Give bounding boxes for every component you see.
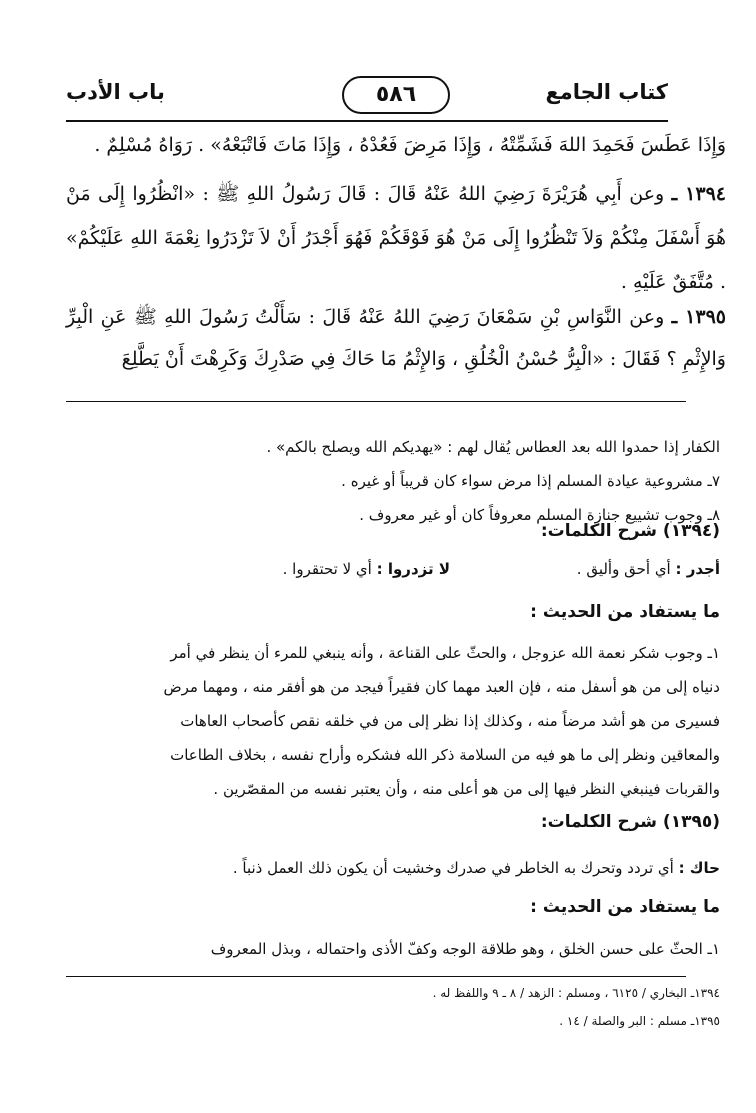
vocab-meaning: أي لا تحتقروا . bbox=[282, 560, 372, 578]
vocab-1394-title: (١٣٩٤) شرح الكلمات: bbox=[540, 521, 720, 541]
hadith-1395-number: ١٣٩٥ ـ bbox=[671, 306, 726, 328]
benefit-line: فسيرى من هو أشد مرضاً منه ، وكذلك إذا نظر إلى من في خلقه نقص كأصحاب العاهات bbox=[180, 712, 720, 730]
footnote: ١٣٩٥ـ مسلم : البر والصلة / ١٤ . bbox=[559, 1014, 720, 1028]
benefits-1394-title: ما يستفاد من الحديث : bbox=[530, 602, 720, 622]
benefit-line: ١ـ وجوب شكر نعمة الله عزوجل ، والحثّ على القناعة ، وأنه ينبغي للمرء أن ينظر في أمر bbox=[170, 644, 720, 662]
vocab-1395-item bbox=[40, 852, 720, 884]
hadith-1394 bbox=[66, 172, 726, 304]
vocab-word: حاك : bbox=[678, 859, 720, 877]
hadith-1394-text: وعن أَبِي هُرَيْرَةَ رَضِيَ اللهُ عَنْهُ قَالَ : قَالَ رَسُولُ اللهِ ﷺ : «انْظُرُوا إِلَى مَنْ هُوَ أَسْفَلَ مِنْكُمْ وَلاَ تَنْظُرُوا إِلَى مَنْ هُوَ فَوْقَكُمْ فَهُوَ أَجْدَرُ أَنْ لاَ تَزْدَرُوا نِعْمَةَ اللهِ عَلَيْكُمْ» . مُتَّفَقٌ عَلَيْهِ . bbox=[66, 183, 726, 293]
page-header bbox=[66, 70, 668, 122]
note-item: الكفار إذا حمدوا الله بعد العطاس يُقال لهم : «يهديكم الله ويصلح بالكم» . bbox=[266, 438, 720, 456]
vocab-1394-row bbox=[60, 560, 720, 592]
hadith-1395 bbox=[66, 296, 726, 380]
benefits-1395-text: ١ـ الحثّ على حسن الخلق ، وهو طلاقة الوجه وكفّ الأذى واحتماله ، وبذل المعروف bbox=[210, 940, 720, 958]
footnote: ١٣٩٤ـ البخاري / ٦١٢٥ ، ومسلم : الزهد / ٨ ـ ٩ واللفظ له . bbox=[432, 986, 720, 1000]
book-title: كتاب الجامع bbox=[545, 80, 668, 104]
hadith-1395-text: وعن النَّوَاسِ بْنِ سَمْعَانَ رَضِيَ اللهُ عَنْهُ قَالَ : سَأَلْتُ رَسُولَ اللهِ ﷺ عَنِ الْبِرِّ وَالإِثْمِ ؟ فَقَالَ : «الْبِرُّ حُسْنُ الْخُلُقِ ، وَالإِثْمُ مَا حَاكَ فِي صَدْرِكَ وَكَرِهْتَ أَنْ يَطَّلِعَ bbox=[66, 306, 726, 370]
commentary-divider bbox=[66, 401, 686, 402]
benefits-1395-title: ما يستفاد من الحديث : bbox=[530, 897, 720, 917]
page-number: ٥٨٦ bbox=[342, 76, 450, 114]
vocab-1395-title: (١٣٩٥) شرح الكلمات: bbox=[540, 812, 720, 832]
benefit-line: دنياه إلى من هو أسفل منه ، فإن العبد مهما كان فقيراً فيجد من هو أفقر منه ، ومهما مرض bbox=[163, 678, 720, 696]
vocab-meaning: أي تردد وتحرك به الخاطر في صدرك وخشيت أن يكون ذلك العمل ذنباً . bbox=[232, 859, 674, 877]
benefit-line: والمعاقين ونظر إلى ما هو فيه من السلامة ذكر الله فشكره وأراح نفسه ، بخلاف الطاعات bbox=[170, 746, 720, 764]
vocab-meaning: أي أحق وأليق . bbox=[576, 560, 671, 578]
notes-list bbox=[60, 430, 720, 532]
vocab-item bbox=[577, 560, 720, 578]
hadith-continuation: وَإِذَا عَطَسَ فَحَمِدَ اللهَ فَشَمِّتْهُ ، وَإِذَا مَرِضَ فَعُدْهُ ، وَإِذَا مَاتَ فَاتْبَعْهُ» . رَوَاهُ مُسْلِمٌ . bbox=[94, 134, 726, 156]
hadith-1394-number: ١٣٩٤ ـ bbox=[671, 183, 726, 205]
benefits-1394-text bbox=[40, 636, 720, 806]
vocab-word: لا تزدروا : bbox=[376, 560, 450, 578]
note-item: ٧ـ مشروعية عيادة المسلم إذا مرض سواء كان قريباً أو غيره . bbox=[341, 472, 720, 490]
vocab-item bbox=[283, 560, 450, 578]
benefit-line: والقربات فينبغي النظر فيها إلى من هو أعلى منه ، وأن يعتبر نفسه من المقصّرين . bbox=[213, 780, 720, 798]
chapter-title: باب الأدب bbox=[66, 80, 165, 104]
footnote-divider bbox=[66, 976, 686, 977]
note-item: ٨ـ وجوب تشييع جنازة المسلم معروفاً كان أو غير معروف . bbox=[359, 506, 720, 524]
vocab-word: أجدر : bbox=[675, 560, 720, 578]
